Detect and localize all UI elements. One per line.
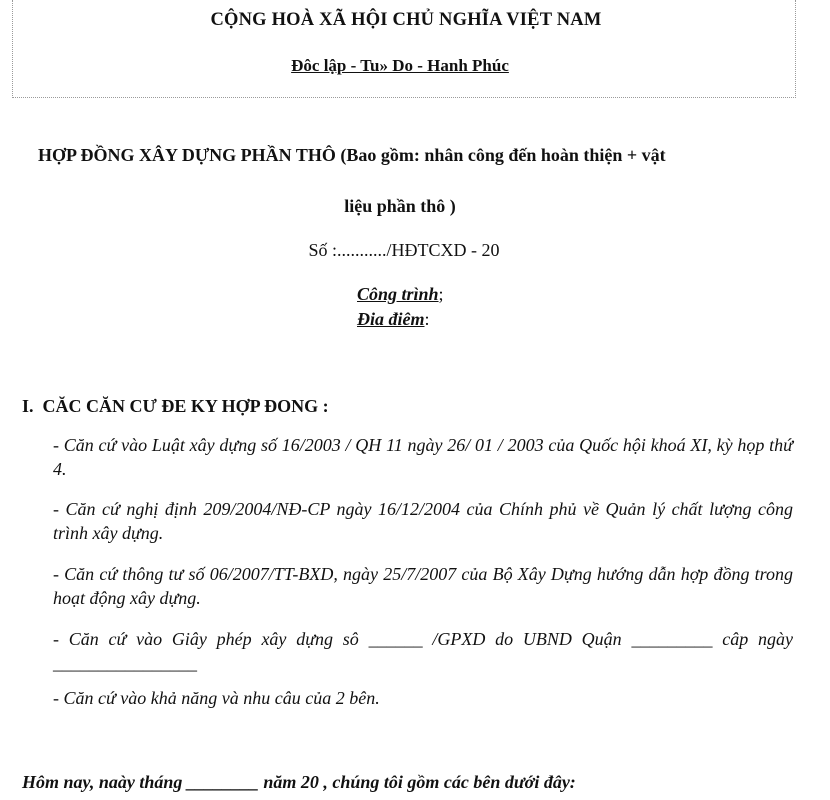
section-heading [22,396,329,417]
contract-title-line-1: HỢP ĐỒNG XÂY DỰNG PHẦN THÔ (Bao gồm: nhân công đến hoàn thiện + vật [38,145,666,165]
closing-statement: Hôm nay, naày tháng ________ năm 20 , chúng tôi gồm các bên dưới đây: [22,772,576,792]
basis-item-circular: - Căn cứ thông tư số 06/2007/TT-BXD, ngày 25/7/2007 của Bộ Xây Dựng hướng dẫn hợp đồng trong hoạt động xây dựng. [53,564,793,608]
location-suffix: : [424,309,430,329]
basis-item-law: - Căn cứ vào Luật xây dựng số 16/2003 / QH 11 ngày 26/ 01 / 2003 của Quốc hội khoá XI, kỳ họp thứ 4. [53,435,793,479]
national-motto: Đôc lập - Tu» Do - Hanh Phúc [291,56,509,75]
contract-number: Số :.........../HĐTCXD - 20 [308,240,500,260]
basis-item-permit: - Căn cứ vào Giây phép xây dựng sô ______ /GPXD do UBND Quận _________ câp ngày ________________ [53,629,793,673]
contract-title-line-2: liệu phần thô ) [344,196,456,216]
section-title: CĂC CĂN CƯ ĐE KY HỢP ĐONG : [42,396,329,416]
basis-item-capacity: - Căn cứ vào khả năng và nhu câu của 2 bên. [53,688,380,708]
location-line [357,309,430,330]
section-number: I. [22,396,34,416]
nation-title: CỘNG HOÀ XÃ HỘI CHỦ NGHĨA VIỆT NAM [210,10,602,30]
project-suffix: ; [438,284,444,304]
basis-item-decree: - Căn cứ nghị định 209/2004/NĐ-CP ngày 16/12/2004 của Chính phủ về Quản lý chất lượng công trình xây dựng. [53,499,793,543]
project-line [357,284,444,305]
project-label: Công trình [357,284,439,304]
location-label: Đia điêm [357,309,425,329]
